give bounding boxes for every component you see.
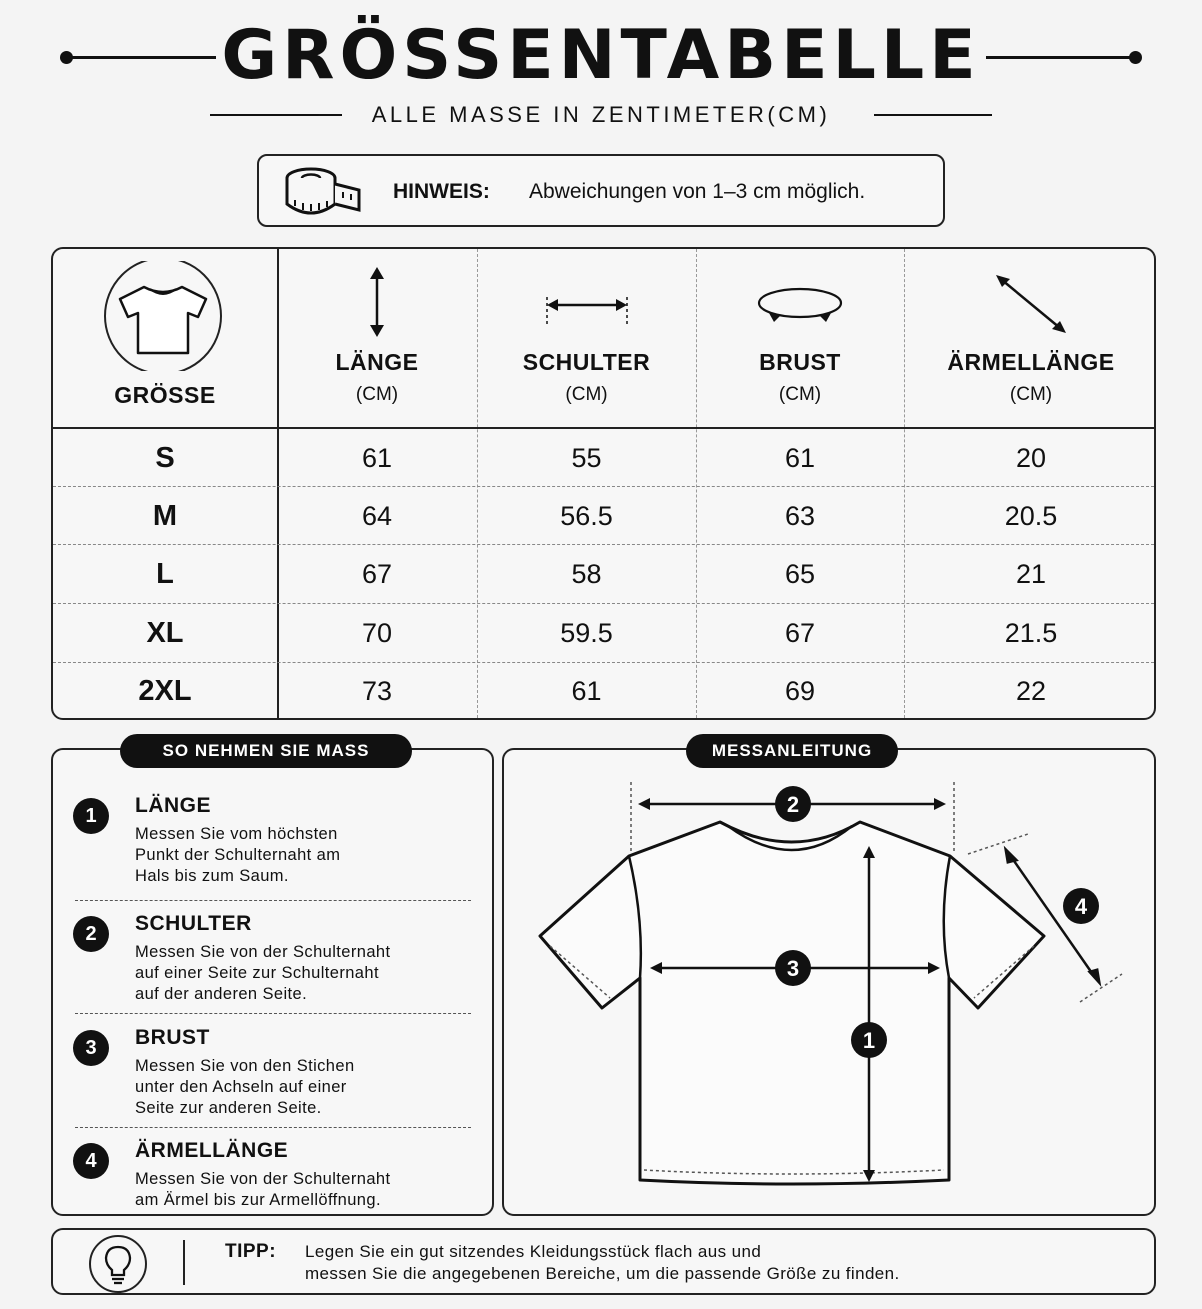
size-header-cell <box>53 249 277 427</box>
table-cell: 58 <box>571 559 602 589</box>
step-divider <box>75 1127 471 1128</box>
step-text-line: Seite zur anderen Seite. <box>135 1099 322 1117</box>
step-text-line: Messen Sie von der Schulternaht <box>135 943 391 961</box>
marker-label: 4 <box>1074 894 1088 919</box>
table-cell: 22 <box>1015 676 1047 706</box>
size-table <box>51 247 1156 720</box>
step-text <box>135 1056 465 1119</box>
table-cell: 21 <box>1015 559 1047 589</box>
step-text-line: auf der anderen Seite. <box>135 985 308 1003</box>
marker-label: 2 <box>786 792 800 817</box>
step-text <box>135 824 465 887</box>
table-cell: 65 <box>784 559 816 589</box>
table-cell: 56.5 <box>560 501 613 531</box>
step-text-line: Punkt der Schulternaht am <box>135 846 341 864</box>
subtitle-row <box>0 100 1202 130</box>
size-header-label: GRÖSSE <box>114 382 216 408</box>
step-title: LÄNGE <box>135 794 211 817</box>
column-unit: (CM) <box>565 384 608 405</box>
column-name: BRUST <box>759 349 841 375</box>
step-text-line: unter den Achseln auf einer <box>135 1078 347 1096</box>
step-text-line: Hals bis zum Saum. <box>135 867 289 885</box>
row-size-label: S <box>155 442 175 474</box>
chest-circumference-icon <box>755 285 845 325</box>
step-text-line: am Ärmel bis zur Armellöffnung. <box>135 1191 381 1209</box>
hint-box <box>257 154 945 227</box>
step-text <box>135 942 465 1005</box>
row-size-label: XL <box>146 617 184 649</box>
step-text-line: Messen Sie von den Stichen <box>135 1057 355 1075</box>
column-name: SCHULTER <box>522 349 651 375</box>
lightbulb-icon-frame <box>89 1235 147 1293</box>
step-number: 2 <box>73 916 109 952</box>
page-subtitle: ALLE MASSE IN ZENTIMETER(CM) <box>371 102 831 127</box>
step-number: 3 <box>73 1030 109 1066</box>
step-text <box>135 1169 465 1211</box>
step-text-line: auf einer Seite zur Schulternaht <box>135 964 379 982</box>
table-cell: 64 <box>361 501 393 531</box>
step-divider <box>75 1013 471 1014</box>
tip-text-line: Legen Sie ein gut sitzendes Kleidungsstück flach aus und <box>305 1242 762 1261</box>
table-cell: 61 <box>784 443 816 473</box>
column-header-schulter <box>477 249 696 427</box>
horizontal-arrow-icon <box>542 291 632 327</box>
step-divider <box>75 900 471 901</box>
marker-label: 1 <box>862 1028 876 1053</box>
title-row <box>0 14 1202 98</box>
table-cell: 20.5 <box>1004 501 1058 531</box>
table-cell: 61 <box>361 443 393 473</box>
measuring-tape-icon <box>283 164 367 220</box>
table-cell: 63 <box>784 501 816 531</box>
how-to-panel <box>51 748 494 1216</box>
lightbulb-icon <box>91 1237 145 1291</box>
step-title: BRUST <box>135 1026 210 1049</box>
tip-box <box>51 1228 1156 1295</box>
column-name: LÄNGE <box>335 349 419 375</box>
tshirt-outline <box>540 822 1044 1184</box>
column-header-aermellaenge <box>904 249 1156 427</box>
column-header-laenge <box>277 249 477 427</box>
column-unit: (CM) <box>355 384 399 405</box>
step-title: ÄRMELLÄNGE <box>135 1139 289 1162</box>
vertical-arrow-icon <box>367 265 387 339</box>
table-cell: 69 <box>784 676 816 706</box>
column-unit: (CM) <box>1009 384 1053 405</box>
table-cell: 67 <box>784 618 816 648</box>
table-cell: 73 <box>361 676 393 706</box>
step-text-line: Messen Sie von der Schulternaht <box>135 1170 391 1188</box>
tip-divider <box>183 1240 185 1285</box>
row-size-label: L <box>156 558 174 590</box>
tip-label: TIPP: <box>225 1241 277 1262</box>
tip-text-line: messen Sie die angegebenen Bereiche, um die passende Größe zu finden. <box>305 1264 900 1283</box>
table-cell: 20 <box>1015 443 1047 473</box>
column-header-brust <box>696 249 904 427</box>
table-cell: 59.5 <box>560 618 613 648</box>
table-cell: 21.5 <box>1004 618 1058 648</box>
step-number: 1 <box>73 798 109 834</box>
row-size-label: M <box>152 500 178 532</box>
page-title: GRÖSSENTABELLE <box>221 16 981 95</box>
tip-text <box>305 1241 1065 1285</box>
hint-text: Abweichungen von 1–3 cm möglich. <box>529 180 866 203</box>
column-unit: (CM) <box>778 384 822 405</box>
title-right-dot <box>1129 51 1142 64</box>
marker-label: 3 <box>786 956 800 981</box>
diagonal-arrow-icon <box>994 273 1068 335</box>
table-cell: 70 <box>361 618 393 648</box>
guide-panel <box>502 748 1156 1216</box>
tshirt-diagram <box>504 750 1154 1214</box>
step-text-line: Messen Sie vom höchsten <box>135 825 338 843</box>
column-name: ÄRMELLÄNGE <box>947 349 1115 375</box>
how-to-heading: SO NEHMEN SIE MASS <box>120 734 412 768</box>
table-cell: 67 <box>361 559 393 589</box>
table-cell: 55 <box>571 443 602 473</box>
subtitle-right-line <box>874 114 992 116</box>
step-title: SCHULTER <box>135 912 252 935</box>
tshirt-icon <box>102 261 224 371</box>
guide-heading: MESSANLEITUNG <box>686 734 898 768</box>
hint-label: HINWEIS: <box>393 180 490 203</box>
row-size-label: 2XL <box>138 675 192 707</box>
step-number: 4 <box>73 1143 109 1179</box>
table-cell: 61 <box>571 676 602 706</box>
title-right-line <box>986 56 1136 59</box>
